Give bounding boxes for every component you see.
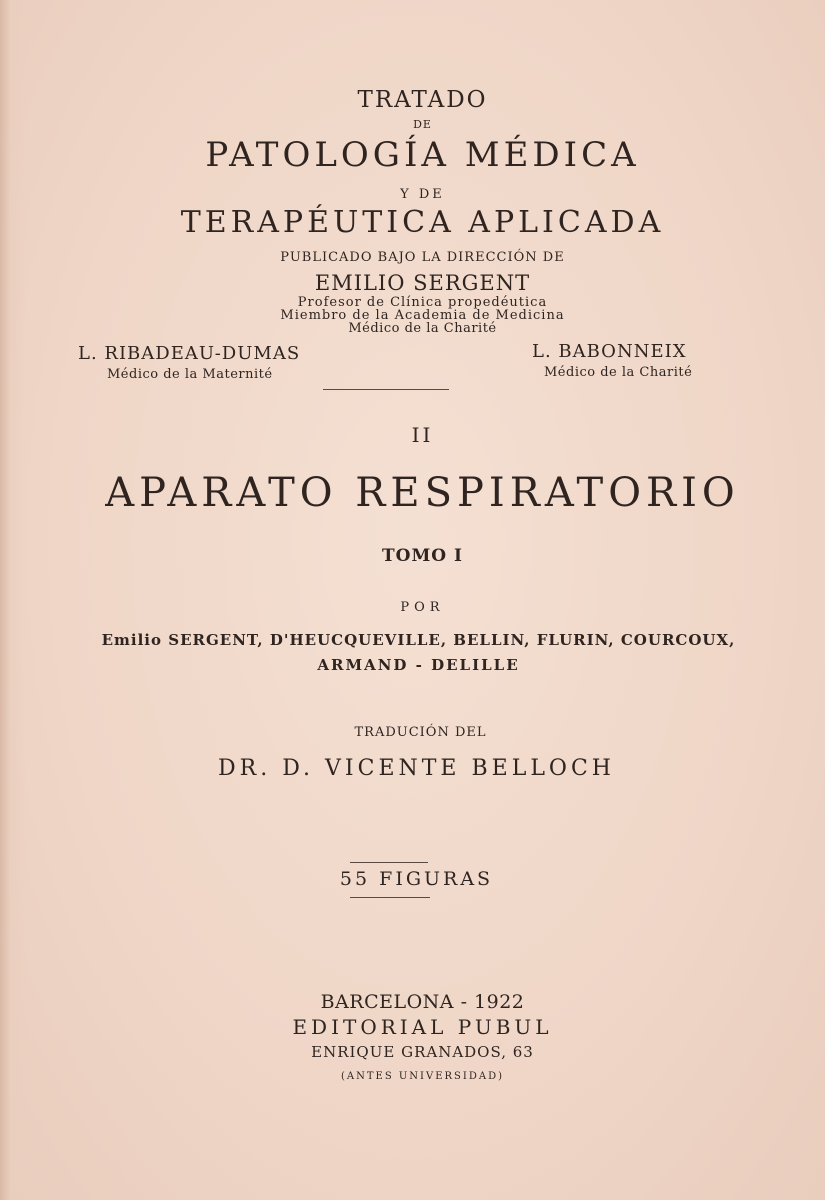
title-terapeutica-aplicada: TERAPÉUTICA APLICADA xyxy=(180,205,665,240)
imprint-address: ENRIQUE GRANADOS, 63 xyxy=(311,1043,534,1061)
authors-line: Emilio SERGENT, D'HEUCQUEVILLE, BELLIN, FLURIN, COURCOUX, xyxy=(101,631,736,649)
director-role: Médico de la Charité xyxy=(348,321,497,336)
figure-count: 55 FIGURAS xyxy=(339,868,494,890)
by-label: POR xyxy=(400,600,445,615)
co-director-name: L. RIBADEAU-DUMAS xyxy=(78,343,301,364)
director-name: EMILIO SERGENT xyxy=(314,271,531,295)
volume-title: APARATO RESPIRATORIO xyxy=(105,470,740,516)
imprint-address-note: (ANTES UNIVERSIDAD) xyxy=(340,1071,504,1082)
co-director-role: Médico de la Charité xyxy=(544,365,693,380)
translator-name: DR. D. VICENTE BELLOCH xyxy=(218,756,615,781)
co-director-name: L. BABONNEIX xyxy=(532,341,687,362)
published-under-direction: PUBLICADO BAJO LA DIRECCIÓN DE xyxy=(280,250,565,265)
divider-rule xyxy=(350,897,430,898)
title-connector-y-de: Y DE xyxy=(400,187,445,202)
title-patologia-medica: PATOLOGÍA MÉDICA xyxy=(205,135,640,175)
director-role: Profesor de Clínica propedéutica xyxy=(297,295,548,310)
co-director-left xyxy=(78,345,318,381)
title-connector-de: DE xyxy=(413,118,432,131)
authors-line: ARMAND - DELILLE xyxy=(317,656,520,674)
co-director-role: Médico de la Maternité xyxy=(107,367,273,382)
divider-rule xyxy=(323,389,449,390)
volume-number: II xyxy=(411,423,434,447)
treatise-heading: TRATADO xyxy=(357,87,488,113)
director-role: Miembro de la Academia de Medicina xyxy=(280,308,565,323)
co-director-right xyxy=(532,343,712,379)
imprint-city-year: BARCELONA - 1922 xyxy=(320,991,525,1013)
divider-rule xyxy=(350,862,428,863)
translation-label: TRADUCIÓN DEL xyxy=(354,725,487,740)
tomo-label: TOMO I xyxy=(382,546,463,566)
imprint-publisher: EDITORIAL PUBUL xyxy=(292,1015,553,1039)
